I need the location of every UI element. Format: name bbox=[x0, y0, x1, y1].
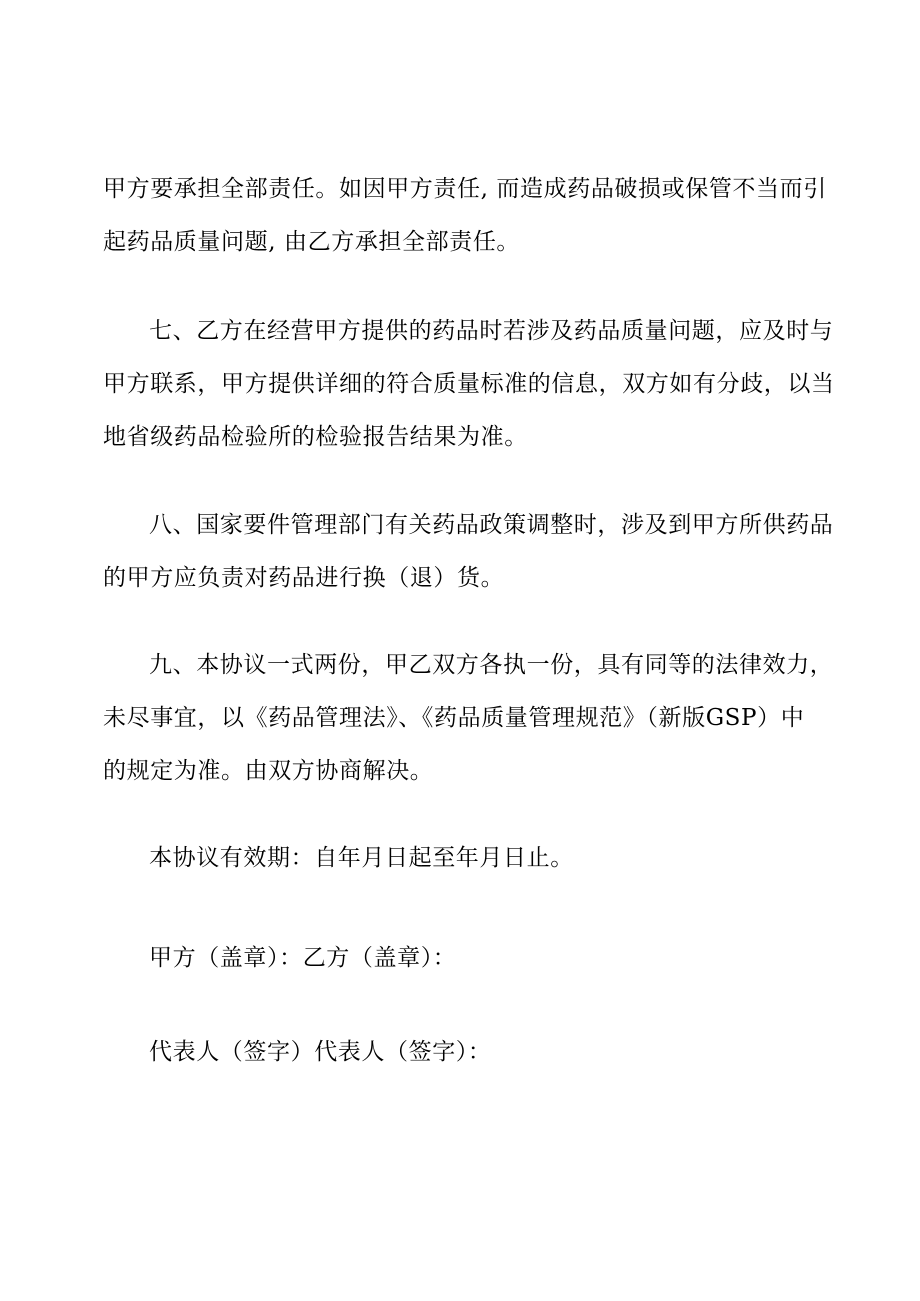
text-line: 甲方联系，甲方提供详细的符合质量标准的信息，双方如有分歧，以当 bbox=[103, 371, 835, 397]
paragraph-party-seals bbox=[103, 932, 823, 985]
text-line: 本协议有效期：自年月日起至年月日止。 bbox=[149, 845, 574, 871]
text-line: 起药品质量问题, 由乙方承担全部责任。 bbox=[103, 229, 521, 255]
paragraph-validity-period bbox=[103, 832, 823, 885]
text-line: 甲方要承担全部责任。如因甲方责任, 而造成药品破损或保管不当而引 bbox=[103, 176, 827, 202]
text-line: 八、国家要件管理部门有关药品政策调整时，涉及到甲方所供药品 bbox=[149, 512, 834, 538]
paragraph-liability-continuation bbox=[103, 163, 827, 269]
text-line: 九、本协议一式两份，甲乙双方各执一份，具有同等的法律效力， bbox=[149, 652, 834, 678]
text-line: 的规定为准。由双方协商解决。 bbox=[103, 758, 434, 784]
paragraph-clause-seven bbox=[103, 305, 835, 464]
text-line: 甲方（盖章）：乙方（盖章）： bbox=[149, 945, 457, 971]
text-line: 未尽事宜，以《药品管理法》、《药品质量管理规范》（新版GSP）中 bbox=[103, 705, 805, 731]
paragraph-clause-nine bbox=[103, 639, 834, 798]
paragraph-representative-signatures bbox=[103, 1026, 823, 1079]
text-line: 代表人（签字）代表人（签字）： bbox=[149, 1039, 492, 1065]
text-line: 的甲方应负责对药品进行换（退）货。 bbox=[103, 565, 505, 591]
paragraph-clause-eight bbox=[103, 499, 834, 605]
text-line: 地省级药品检验所的检验报告结果为准。 bbox=[103, 424, 528, 450]
text-line: 七、乙方在经营甲方提供的药品时若涉及药品质量问题，应及时与 bbox=[149, 318, 834, 344]
